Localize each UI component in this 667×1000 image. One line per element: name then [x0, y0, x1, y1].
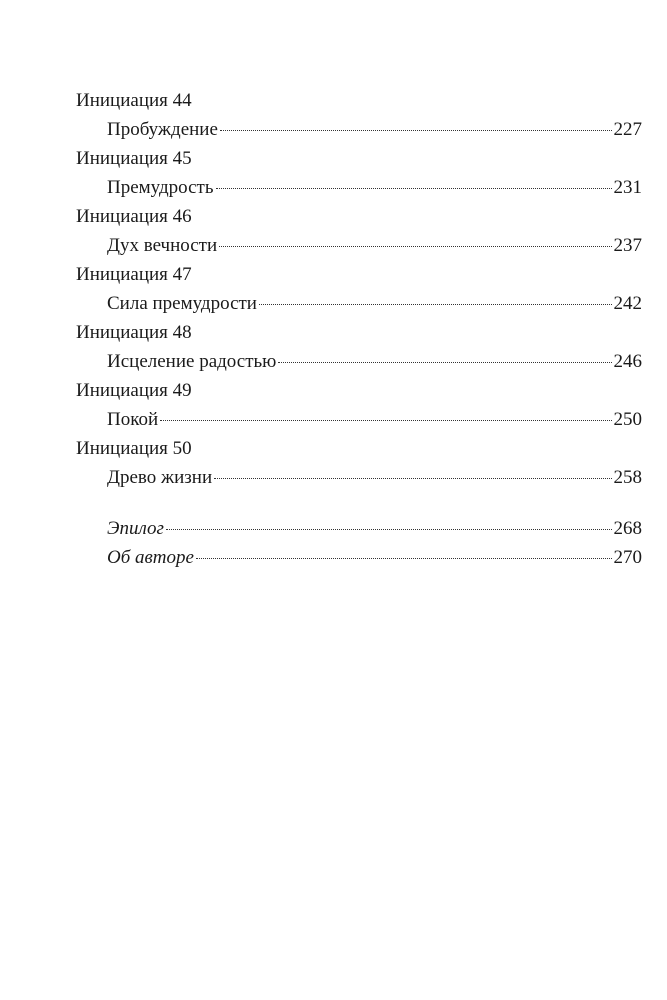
toc-entry-page: 268 — [613, 518, 642, 539]
toc-entry[interactable] — [107, 115, 642, 144]
dot-leader — [216, 188, 612, 189]
toc-group-initiation-45 — [76, 144, 642, 202]
toc-heading: Инициация 48 — [76, 322, 192, 343]
toc-entry-page: 242 — [613, 293, 642, 314]
toc-heading: Инициация 49 — [76, 380, 192, 401]
toc-group-initiation-46 — [76, 202, 642, 260]
toc-entry-page: 270 — [613, 547, 642, 568]
toc-entry-about-author[interactable] — [107, 543, 642, 572]
toc-entry-title: Дух вечности — [107, 235, 218, 256]
toc-entry[interactable] — [107, 173, 642, 202]
dot-leader — [166, 529, 612, 530]
toc-group-initiation-47 — [76, 260, 642, 318]
toc-entry-page: 237 — [613, 235, 642, 256]
toc-heading: Инициация 46 — [76, 206, 192, 227]
dot-leader — [160, 420, 611, 421]
toc-group-initiation-49 — [76, 376, 642, 434]
toc-entry-title: Исцеление радостью — [107, 351, 277, 372]
toc-entry-title: Сила премудрости — [107, 293, 257, 314]
toc-heading: Инициация 45 — [76, 148, 192, 169]
toc-entry-page: 246 — [613, 351, 642, 372]
toc-heading: Инициация 44 — [76, 90, 192, 111]
toc-entry-page: 231 — [613, 177, 642, 198]
dot-leader — [214, 478, 611, 479]
toc-entry-epilogue[interactable] — [107, 514, 642, 543]
toc-entry-title: Древо жизни — [107, 467, 213, 488]
toc-group-initiation-44 — [76, 86, 642, 144]
dot-leader — [196, 558, 612, 559]
toc-entry[interactable] — [107, 289, 642, 318]
toc-entry[interactable] — [107, 231, 642, 260]
toc-entry-title: Эпилог — [107, 518, 164, 539]
toc-entry-title: Пробуждение — [107, 119, 218, 140]
dot-leader — [259, 304, 612, 305]
table-of-contents — [76, 86, 642, 572]
toc-heading: Инициация 47 — [76, 264, 192, 285]
toc-entry-title: Покой — [107, 409, 159, 430]
toc-entry[interactable] — [107, 463, 642, 492]
dot-leader — [219, 246, 611, 247]
toc-entry-page: 227 — [613, 119, 642, 140]
toc-entry-page: 258 — [613, 467, 642, 488]
toc-entry-page: 250 — [613, 409, 642, 430]
toc-heading: Инициация 50 — [76, 438, 192, 459]
toc-entry-title: Премудрость — [107, 177, 214, 198]
toc-group-initiation-50 — [76, 434, 642, 492]
toc-entry[interactable] — [107, 405, 642, 434]
toc-entry[interactable] — [107, 347, 642, 376]
toc-entry-title: Об авторе — [107, 547, 194, 568]
section-spacer — [76, 492, 642, 514]
dot-leader — [278, 362, 611, 363]
toc-group-initiation-48 — [76, 318, 642, 376]
dot-leader — [220, 130, 612, 131]
